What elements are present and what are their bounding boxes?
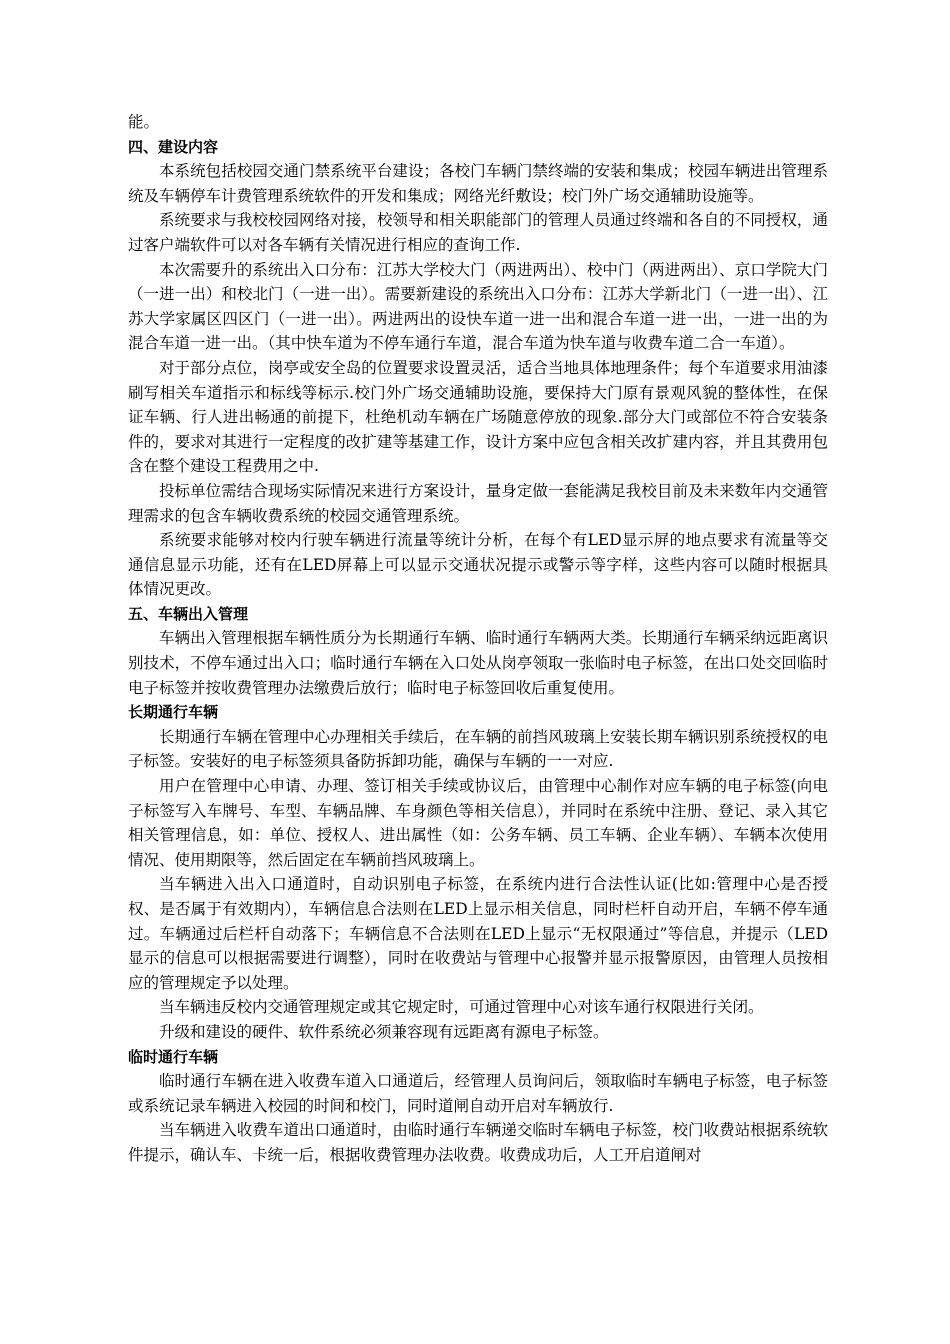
paragraph: 用户在管理中心申请、办理、签订相关手续或协议后，由管理中心制作对应车辆的电子标签(向电子标签写入车牌号、车型、车辆品牌、车身颜色等相关信息），并同时在系统中注册、登记、录入其它相关管理信息，如：单位、授权人、进出属性（如：公务车辆、员工车辆、企业车辆）、车辆本次使用情况、使用期限等，然后固定在车辆前挡风玻璃上。	[128, 777, 828, 869]
section-heading: 五、车辆出入管理	[128, 604, 249, 623]
document-body	[128, 110, 828, 1168]
section-heading: 临时通行车辆	[128, 1047, 219, 1066]
paragraph: 长期通行车辆在管理中心办理相关手续后，在车辆的前挡风玻璃上安装长期车辆识别系统授权的电子标签。安装好的电子标签须具备防拆卸功能，确保与车辆的一一对应.	[128, 727, 828, 771]
section-heading: 四、建设内容	[128, 137, 219, 156]
paragraph: 投标单位需结合现场实际情况来进行方案设计，量身定做一套能满足我校目前及未来数年内交通管理需求的包含车辆收费系统的校园交通管理系统。	[128, 481, 828, 525]
section-heading: 长期通行车辆	[128, 703, 219, 722]
paragraph: 系统要求与我校校园网络对接，校领导和相关职能部门的管理人员通过终端和各自的不同授权，通过客户端软件可以对各车辆有关情况进行相应的查询工作.	[128, 211, 828, 254]
paragraph: 车辆出入管理根据车辆性质分为长期通行车辆、临时通行车辆两大类。长期通行车辆采纳远距离识别技术，不停车通过出入口；临时通行车辆在入口处从岗亭领取一张临时电子标签，在出口处交回临时电子标签并按收费管理办法缴费后放行；临时电子标签回收后重复使用。	[128, 629, 828, 697]
paragraph: 能。	[128, 113, 160, 131]
paragraph: 当车辆进入收费车道出口通道时，由临时通行车辆递交临时车辆电子标签，校门收费站根据系统软件提示，确认车、卡统一后，根据收费管理办法收费。收费成功后，人工开启道闸对	[128, 1121, 828, 1164]
paragraph: 系统要求能够对校内行驶车辆进行流量等统计分析，在每个有LED显示屏的地点要求有流量等交通信息显示功能，还有在LED屏幕上可以显示交通状况提示或警示等字样，这些内容可以随时根据具体情况更改。	[128, 531, 828, 599]
paragraph: 当车辆进入出入口通道时，自动识别电子标签，在系统内进行合法性认证(比如:管理中心是否授权、是否属于有效期内），车辆信息合法则在LED上显示相关信息，同时栏杆自动开启，车辆不停车通过。车辆通过后栏杆自动落下；车辆信息不合法则在LED上显示“无权限通过”等信息，并提示（LED显示的信息可以根据需要进行调整），同时在收费站与管理中心报警并显示报警原因，由管理人员按相应的管理规定予以处理。	[128, 875, 828, 992]
paragraph: 本系统包括校园交通门禁系统平台建设；各校门车辆门禁终端的安装和集成；校园车辆进出管理系统及车辆停车计费管理系统软件的开发和集成；网络光纤敷设；校门外广场交通辅助设施等。	[128, 162, 828, 205]
paragraph: 升级和建设的硬件、软件系统必须兼容现有远距离有源电子标签。	[159, 1022, 609, 1041]
paragraph: 本次需要升的系统出入口分布：江苏大学校大门（两进两出）、校中门（两进两出）、京口学院大门（一进一出）和校北门（一进一出）。需要新建设的系统出入口分布：江苏大学新北门（一进一出）、江苏大学家属区四区门（一进一出）。两进两出的设快车道一进一出和混合车道一进一出，一进一出的为混合车道一进一出。（其中快车道为不停车通行车道，混合车道为快车道与收费车道二合一车道）。	[128, 260, 828, 353]
paragraph: 当车辆违反校内交通管理规定或其它规定时，可通过管理中心对该车通行权限进行关闭。	[159, 998, 764, 1017]
paragraph: 对于部分点位，岗亭或安全岛的位置要求设置灵活，适合当地具体地理条件；每个车道要求用油漆刷写相关车道指示和标线等标示.校门外广场交通辅助设施，要保持大门原有景观风貌的整体性，在保证车辆、行人进出畅通的前提下，杜绝机动车辆在广场随意停放的现象.部分大门或部位不符合安装条件的，要求对其进行一定程度的改扩建等基建工作，设计方案中应包含相关改扩建内容，并且其费用包含在整个建设工程费用之中.	[128, 358, 828, 476]
paragraph: 临时通行车辆在进入收费车道入口通道后，经管理人员询问后，领取临时车辆电子标签，电子标签或系统记录车辆进入校园的时间和校门，同时道闸自动开启对车辆放行.	[128, 1072, 828, 1115]
